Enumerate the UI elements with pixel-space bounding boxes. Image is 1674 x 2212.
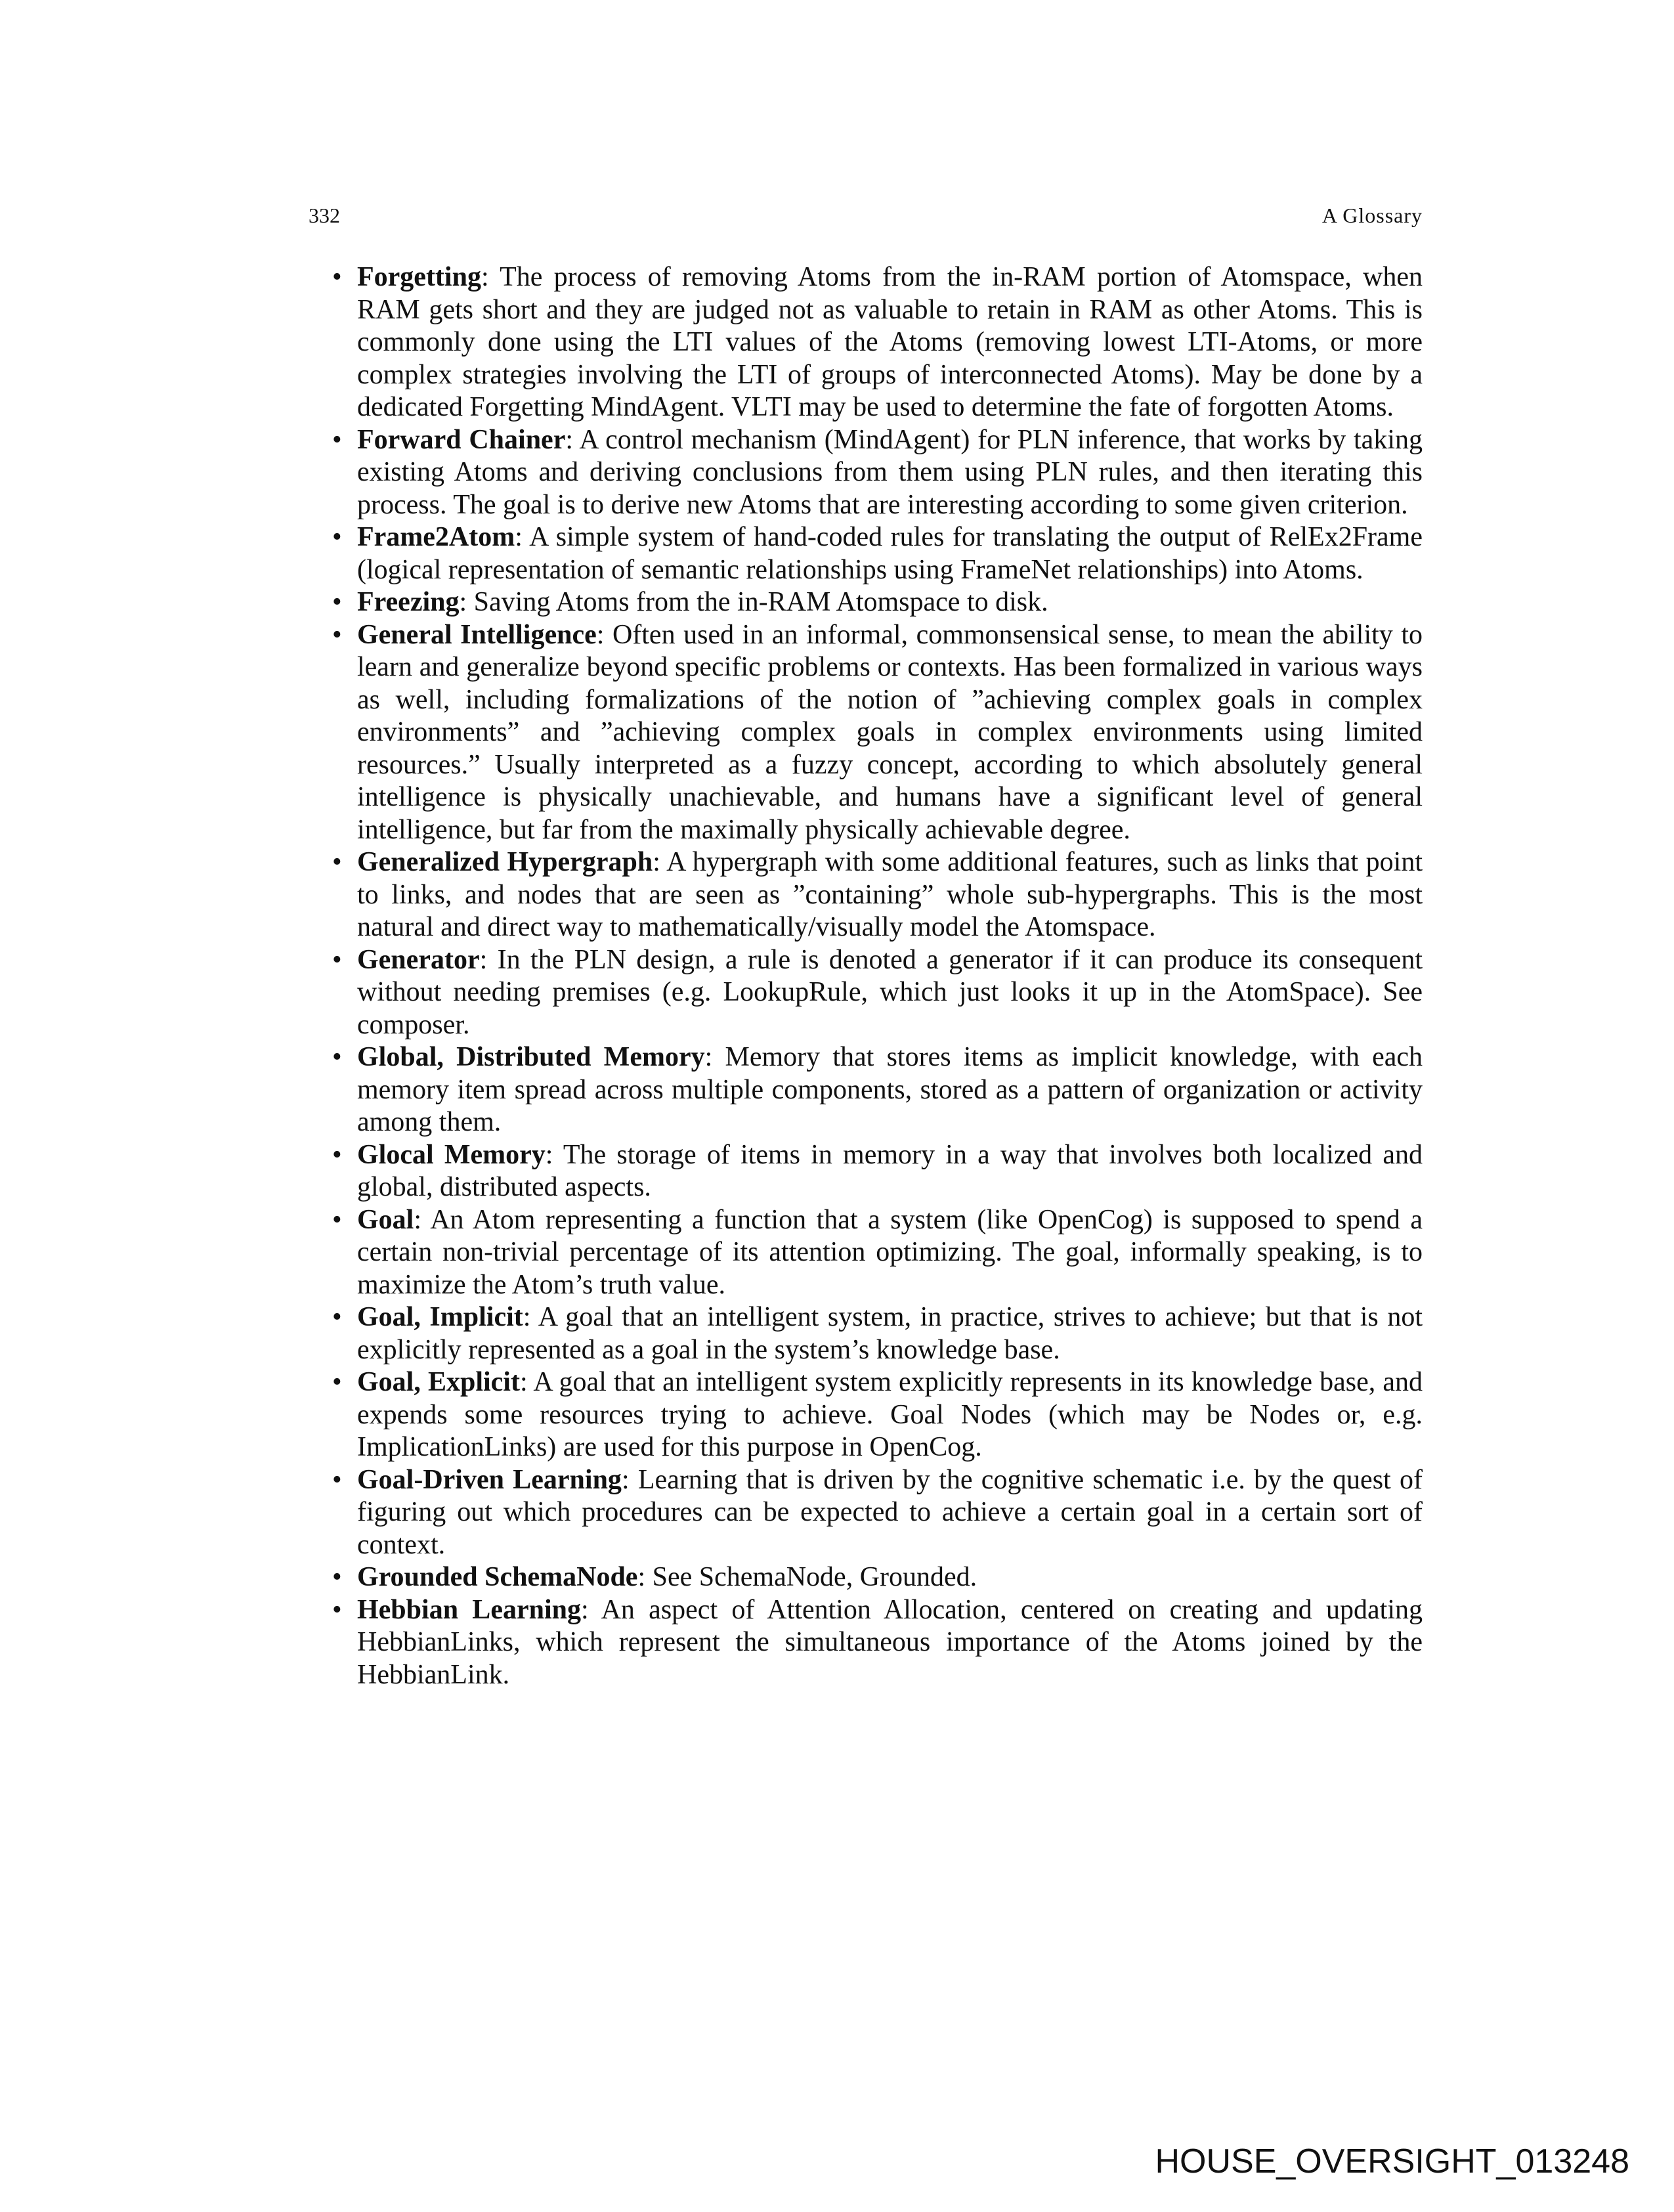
bullet-icon: •: [332, 262, 342, 292]
glossary-definition: : In the PLN design, a rule is denoted a generator if it can produce its consequent without needing premises (e.g. LookupRule, which just looks it up in the AtomSpace). See composer.: [357, 944, 1423, 1040]
bullet-icon: •: [332, 1139, 342, 1170]
glossary-entry: [332, 1464, 1423, 1562]
bates-stamp: HOUSE_OVERSIGHT_013248: [1155, 2142, 1629, 2180]
bullet-icon: •: [332, 424, 342, 455]
glossary-entry: [332, 1561, 1423, 1594]
glossary-entry: [332, 261, 1423, 424]
glossary-term: Frame2Atom: [357, 522, 515, 552]
glossary-definition: : An aspect of Attention Allocation, centered on creating and updating HebbianLinks, which represent the simultaneous importance of the Atoms joined by the HebbianLink.: [357, 1594, 1423, 1690]
glossary-definition: : The storage of items in memory in a way that involves both localized and global, distributed aspects.: [357, 1139, 1423, 1202]
glossary-definition: : A simple system of hand-coded rules for translating the output of RelEx2Frame (logical representation of semantic relationships using FrameNet relationships) into Atoms.: [357, 522, 1423, 585]
glossary-definition: : A goal that an intelligent system explicitly represents in its knowledge base, and expends some resources trying to achieve. Goal Nodes (which may be Nodes or, e.g. ImplicationLinks) are used for this purpose in OpenCog.: [357, 1367, 1423, 1462]
page-number: 332: [309, 204, 340, 227]
glossary-entry: [332, 846, 1423, 944]
bullet-icon: •: [332, 847, 342, 877]
glossary-definition: : Memory that stores items as implicit knowledge, with each memory item spread across multiple components, stored as a pattern of organization or activity among them.: [357, 1042, 1423, 1137]
glossary-term: Goal, Explicit: [357, 1367, 520, 1397]
glossary-term: Grounded SchemaNode: [357, 1562, 638, 1592]
glossary-definition: : See SchemaNode, Grounded.: [637, 1562, 977, 1592]
glossary-entry: [332, 1204, 1423, 1302]
glossary-term: Freezing: [357, 587, 460, 617]
bullet-icon: •: [332, 1594, 342, 1625]
bullet-icon: •: [332, 1464, 342, 1495]
bullet-icon: •: [332, 1562, 342, 1592]
glossary-list: [332, 261, 1423, 1691]
glossary-entry: [332, 944, 1423, 1042]
glossary-definition: : A hypergraph with some additional features, such as links that point to links, and nodes that are seen as ”containing” whole sub-hypergraphs. This is the most natural and direct way to mathematically/visually model the Atomspace.: [357, 847, 1423, 942]
bullet-icon: •: [332, 587, 342, 617]
glossary-term: Generalized Hypergraph: [357, 847, 653, 877]
glossary-entry: [332, 619, 1423, 847]
glossary-entry: [332, 424, 1423, 522]
glossary-term: General Intelligence: [357, 619, 597, 650]
glossary-entry: [332, 1366, 1423, 1464]
bullet-icon: •: [332, 1367, 342, 1397]
glossary-term: Forgetting: [357, 262, 481, 292]
running-title: A Glossary: [1321, 204, 1423, 227]
glossary-entry: [332, 521, 1423, 586]
glossary-term: Generator: [357, 944, 480, 975]
glossary-term: Global, Distributed Memory: [357, 1042, 705, 1072]
glossary-entry: [332, 586, 1423, 619]
glossary-definition: : The process of removing Atoms from the in-RAM portion of Atomspace, when RAM gets short and they are judged not as valuable to retain in RAM as other Atoms. This is commonly done using the LTI values of the Atoms (removing lowest LTI-Atoms, or more complex strategies involving the LTI of groups of interconnected Atoms). May be done by a dedicated Forgetting MindAgent. VLTI may be used to determine the fate of forgotten Atoms.: [357, 262, 1423, 422]
glossary-entry: [332, 1139, 1423, 1204]
running-header: [309, 204, 1423, 236]
glossary-term: Glocal Memory: [357, 1139, 546, 1170]
glossary-definition: : An Atom representing a function that a system (like OpenCog) is supposed to spend a certain non-trivial percentage of its attention optimizing. The goal, informally speaking, is to maximize the Atom’s truth value.: [357, 1204, 1423, 1300]
glossary-definition: : A control mechanism (MindAgent) for PLN inference, that works by taking existing Atoms and deriving conclusions from them using PLN rules, and then iterating this process. The goal is to derive new Atoms that are interesting according to some given criterion.: [357, 424, 1423, 520]
glossary-entry: [332, 1594, 1423, 1692]
bullet-icon: •: [332, 619, 342, 650]
glossary-term: Goal: [357, 1204, 414, 1235]
bullet-icon: •: [332, 944, 342, 975]
glossary-entry: [332, 1041, 1423, 1139]
glossary-term: Forward Chainer: [357, 424, 566, 455]
glossary-definition: : Saving Atoms from the in-RAM Atomspace to disk.: [459, 587, 1048, 617]
glossary-definition: : A goal that an intelligent system, in practice, strives to achieve; but that is not explicitly represented as a goal in the system’s knowledge base.: [357, 1302, 1423, 1365]
glossary-term: Hebbian Learning: [357, 1594, 581, 1625]
bullet-icon: •: [332, 1204, 342, 1235]
glossary-entry: [332, 1301, 1423, 1366]
glossary-definition: : Often used in an informal, commonsensical sense, to mean the ability to learn and generalize beyond specific problems or contexts. Has been formalized in various ways as well, including formalizations of the notion of ”achieving complex goals in complex environments” and ”achieving complex goals in complex environments using limited resources.” Usually interpreted as a fuzzy concept, according to which absolutely general intelligence is physically unachievable, and humans have a significant level of general intelligence, but far from the maximally physically achievable degree.: [357, 619, 1423, 845]
glossary-definition: : Learning that is driven by the cognitive schematic i.e. by the quest of figuring out which procedures can be expected to achieve a certain goal in a certain sort of context.: [357, 1464, 1423, 1560]
bullet-icon: •: [332, 1042, 342, 1072]
glossary-term: Goal-Driven Learning: [357, 1464, 622, 1495]
bullet-icon: •: [332, 1302, 342, 1332]
glossary-term: Goal, Implicit: [357, 1302, 523, 1332]
bullet-icon: •: [332, 522, 342, 552]
